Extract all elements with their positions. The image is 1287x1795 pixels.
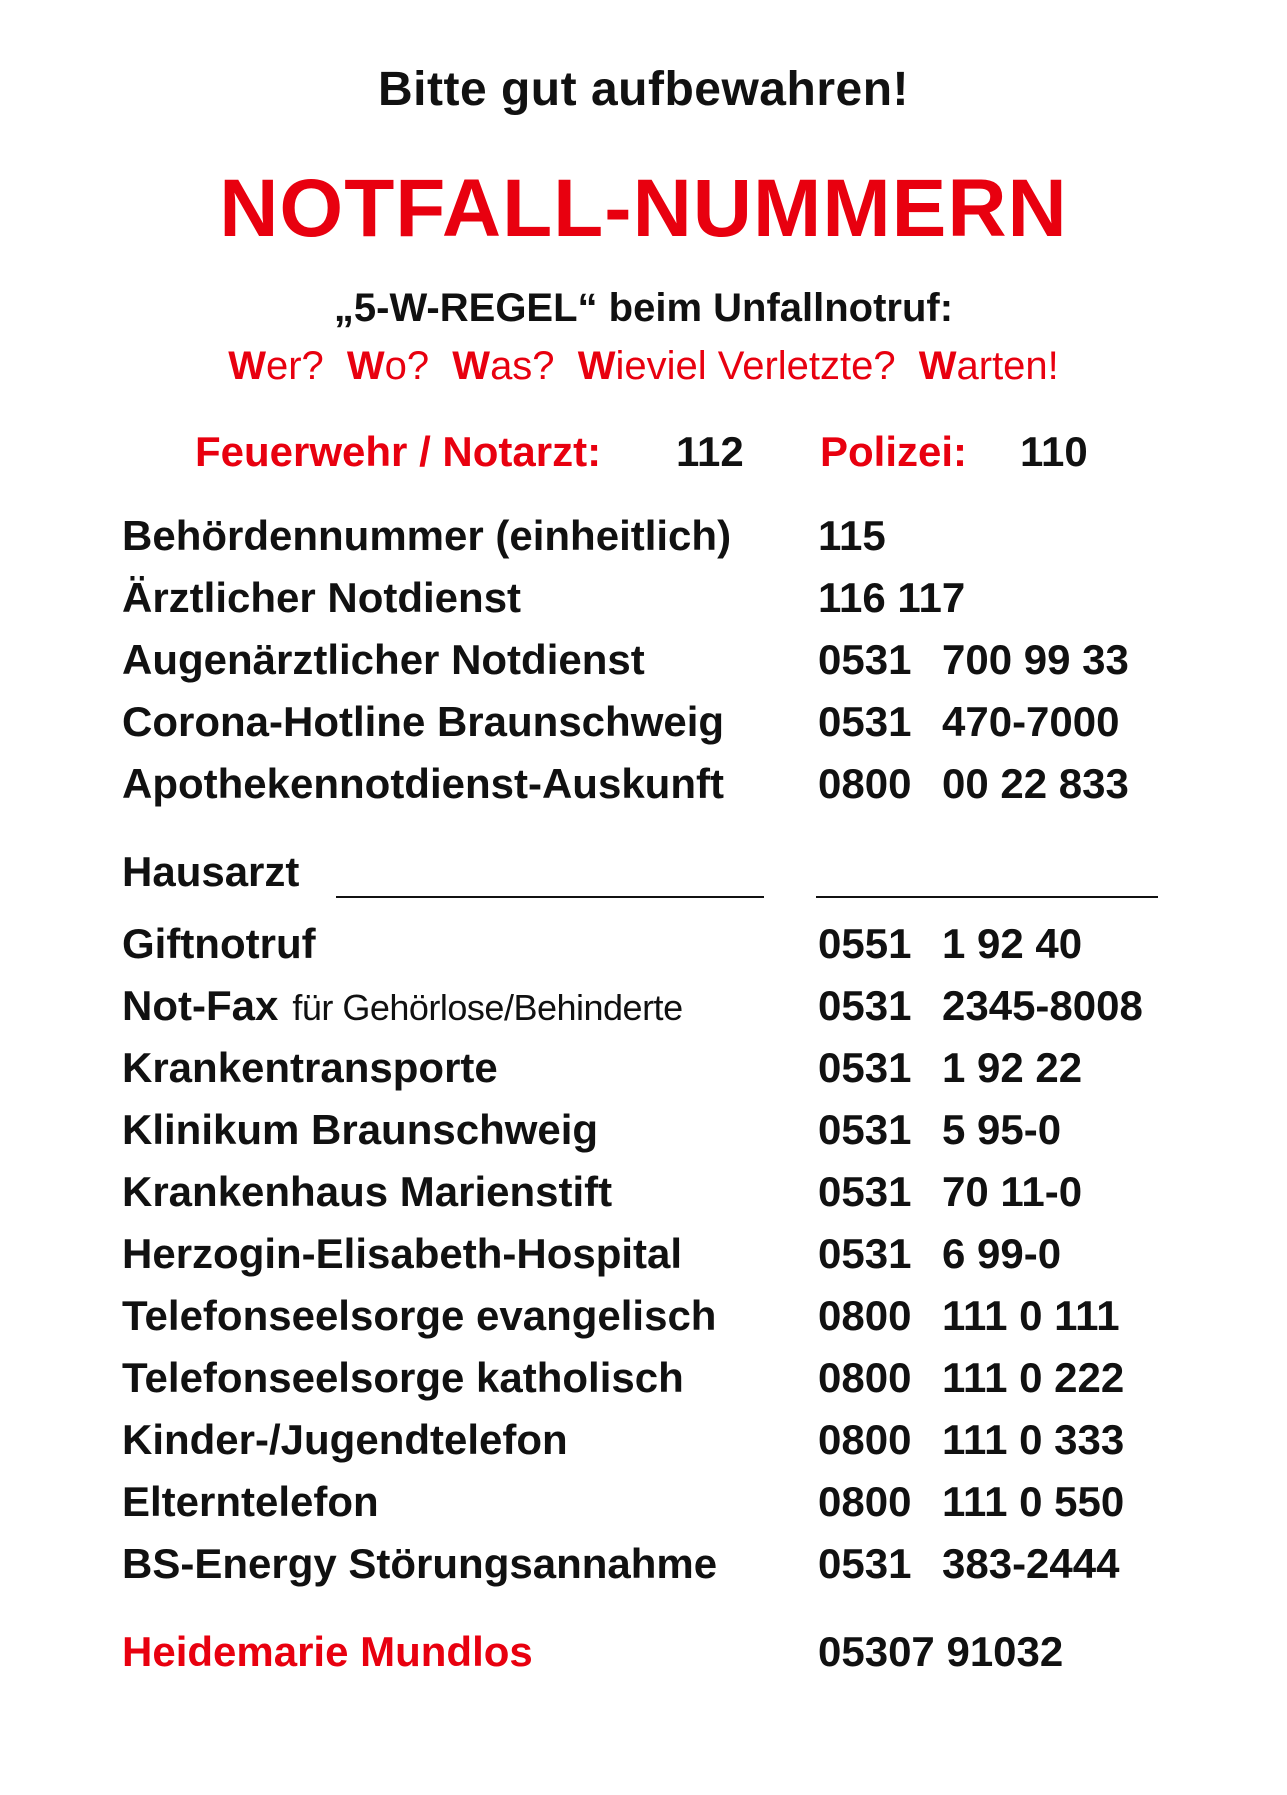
entry-number: 116 117 xyxy=(818,574,966,621)
number-row xyxy=(0,1478,1287,1534)
entry-number: 0800 111 0 550 xyxy=(818,1478,1125,1525)
hausarzt-label: Hausarzt xyxy=(122,848,300,895)
entry-number: 0800 00 22 833 xyxy=(818,760,1129,807)
number-row xyxy=(0,760,1287,816)
entry-name: Telefonseelsorge katholisch xyxy=(122,1354,684,1401)
entry-name: Augenärztlicher Notdienst xyxy=(122,636,645,683)
question-wait: Warten! xyxy=(918,344,1059,388)
number-row xyxy=(0,1292,1287,1348)
entry-name: Krankentransporte xyxy=(122,1044,498,1091)
entry-name: Ärztlicher Notdienst xyxy=(122,574,522,621)
entry-number: 0800 111 0 222 xyxy=(818,1354,1125,1401)
entry-name: BS-Energy Störungsannahme xyxy=(122,1540,718,1587)
number-row xyxy=(0,1044,1287,1100)
number-row xyxy=(0,1168,1287,1224)
number-row xyxy=(0,1230,1287,1286)
entry-name: Telefonseelsorge evangelisch xyxy=(122,1292,717,1339)
question-how-many-injured: Wieviel Verletzte? xyxy=(577,344,896,388)
hausarzt-number-blank[interactable] xyxy=(816,896,1158,898)
police-label: Polizei: xyxy=(820,428,968,475)
entry-name: Kinder-/Jugendtelefon xyxy=(122,1416,568,1463)
question-where: Wo? xyxy=(346,344,430,388)
number-row xyxy=(0,1354,1287,1410)
contact-row xyxy=(0,1628,1287,1684)
entry-number: 0800 111 0 333 xyxy=(818,1416,1125,1463)
entry-number: 0531 383-2444 xyxy=(818,1540,1120,1587)
entry-number: 0531 1 92 22 xyxy=(818,1044,1083,1091)
entry-number: 0531 6 99-0 xyxy=(818,1230,1062,1277)
number-row xyxy=(0,1416,1287,1472)
entry-number: 0531 5 95-0 xyxy=(818,1106,1062,1153)
entry-number: 0531 2345-8008 xyxy=(818,982,1143,1029)
fire-doctor-number: 112 xyxy=(676,428,744,475)
question-who: Wer? xyxy=(228,344,324,388)
hausarzt-name-blank[interactable] xyxy=(336,896,764,898)
contact-number: 05307 91032 xyxy=(818,1628,1064,1675)
entry-number: 0531 470-7000 xyxy=(818,698,1120,745)
page-title: NOTFALL-NUMMERN xyxy=(219,163,1068,254)
entry-name: Corona-Hotline Braunschweig xyxy=(122,698,725,745)
question-what: Was? xyxy=(452,344,555,388)
entry-name: Krankenhaus Marienstift xyxy=(122,1168,613,1215)
entry-number: 0531 70 11-0 xyxy=(818,1168,1083,1215)
page-subtitle: Bitte gut aufbewahren! xyxy=(377,63,909,116)
number-row xyxy=(0,512,1287,568)
number-row xyxy=(0,982,1287,1038)
entry-number: 115 xyxy=(818,512,886,559)
number-row xyxy=(0,1540,1287,1596)
entry-number: 0800 111 0 111 xyxy=(818,1292,1120,1339)
number-row xyxy=(0,1106,1287,1162)
entry-number: 0531 700 99 33 xyxy=(818,636,1129,683)
number-row xyxy=(0,698,1287,754)
rule-title: „5-W-REGEL“ beim Unfallnotruf: xyxy=(333,286,954,330)
entry-note: für Gehörlose/Behinderte xyxy=(292,987,683,1028)
fire-doctor-label: Feuerwehr / Notarzt: xyxy=(195,428,602,475)
entry-number: 0551 1 92 40 xyxy=(818,920,1083,967)
entry-name: Behördennummer (einheitlich) xyxy=(122,512,732,559)
contact-name: Heidemarie Mundlos xyxy=(122,1628,533,1675)
entry-name: Giftnotruf xyxy=(122,920,316,967)
police-number: 110 xyxy=(1020,428,1088,475)
entry-name: Not-Fax für Gehörlose/Behinderte xyxy=(122,982,683,1029)
entry-name: Apothekennotdienst-Auskunft xyxy=(122,760,724,807)
number-row xyxy=(0,920,1287,976)
number-row xyxy=(0,636,1287,692)
entry-name: Klinikum Braunschweig xyxy=(122,1106,599,1153)
entry-name: Elterntelefon xyxy=(122,1478,379,1525)
number-row xyxy=(0,574,1287,630)
w-questions xyxy=(0,344,1287,389)
entry-name: Herzogin-Elisabeth-Hospital xyxy=(122,1230,683,1277)
